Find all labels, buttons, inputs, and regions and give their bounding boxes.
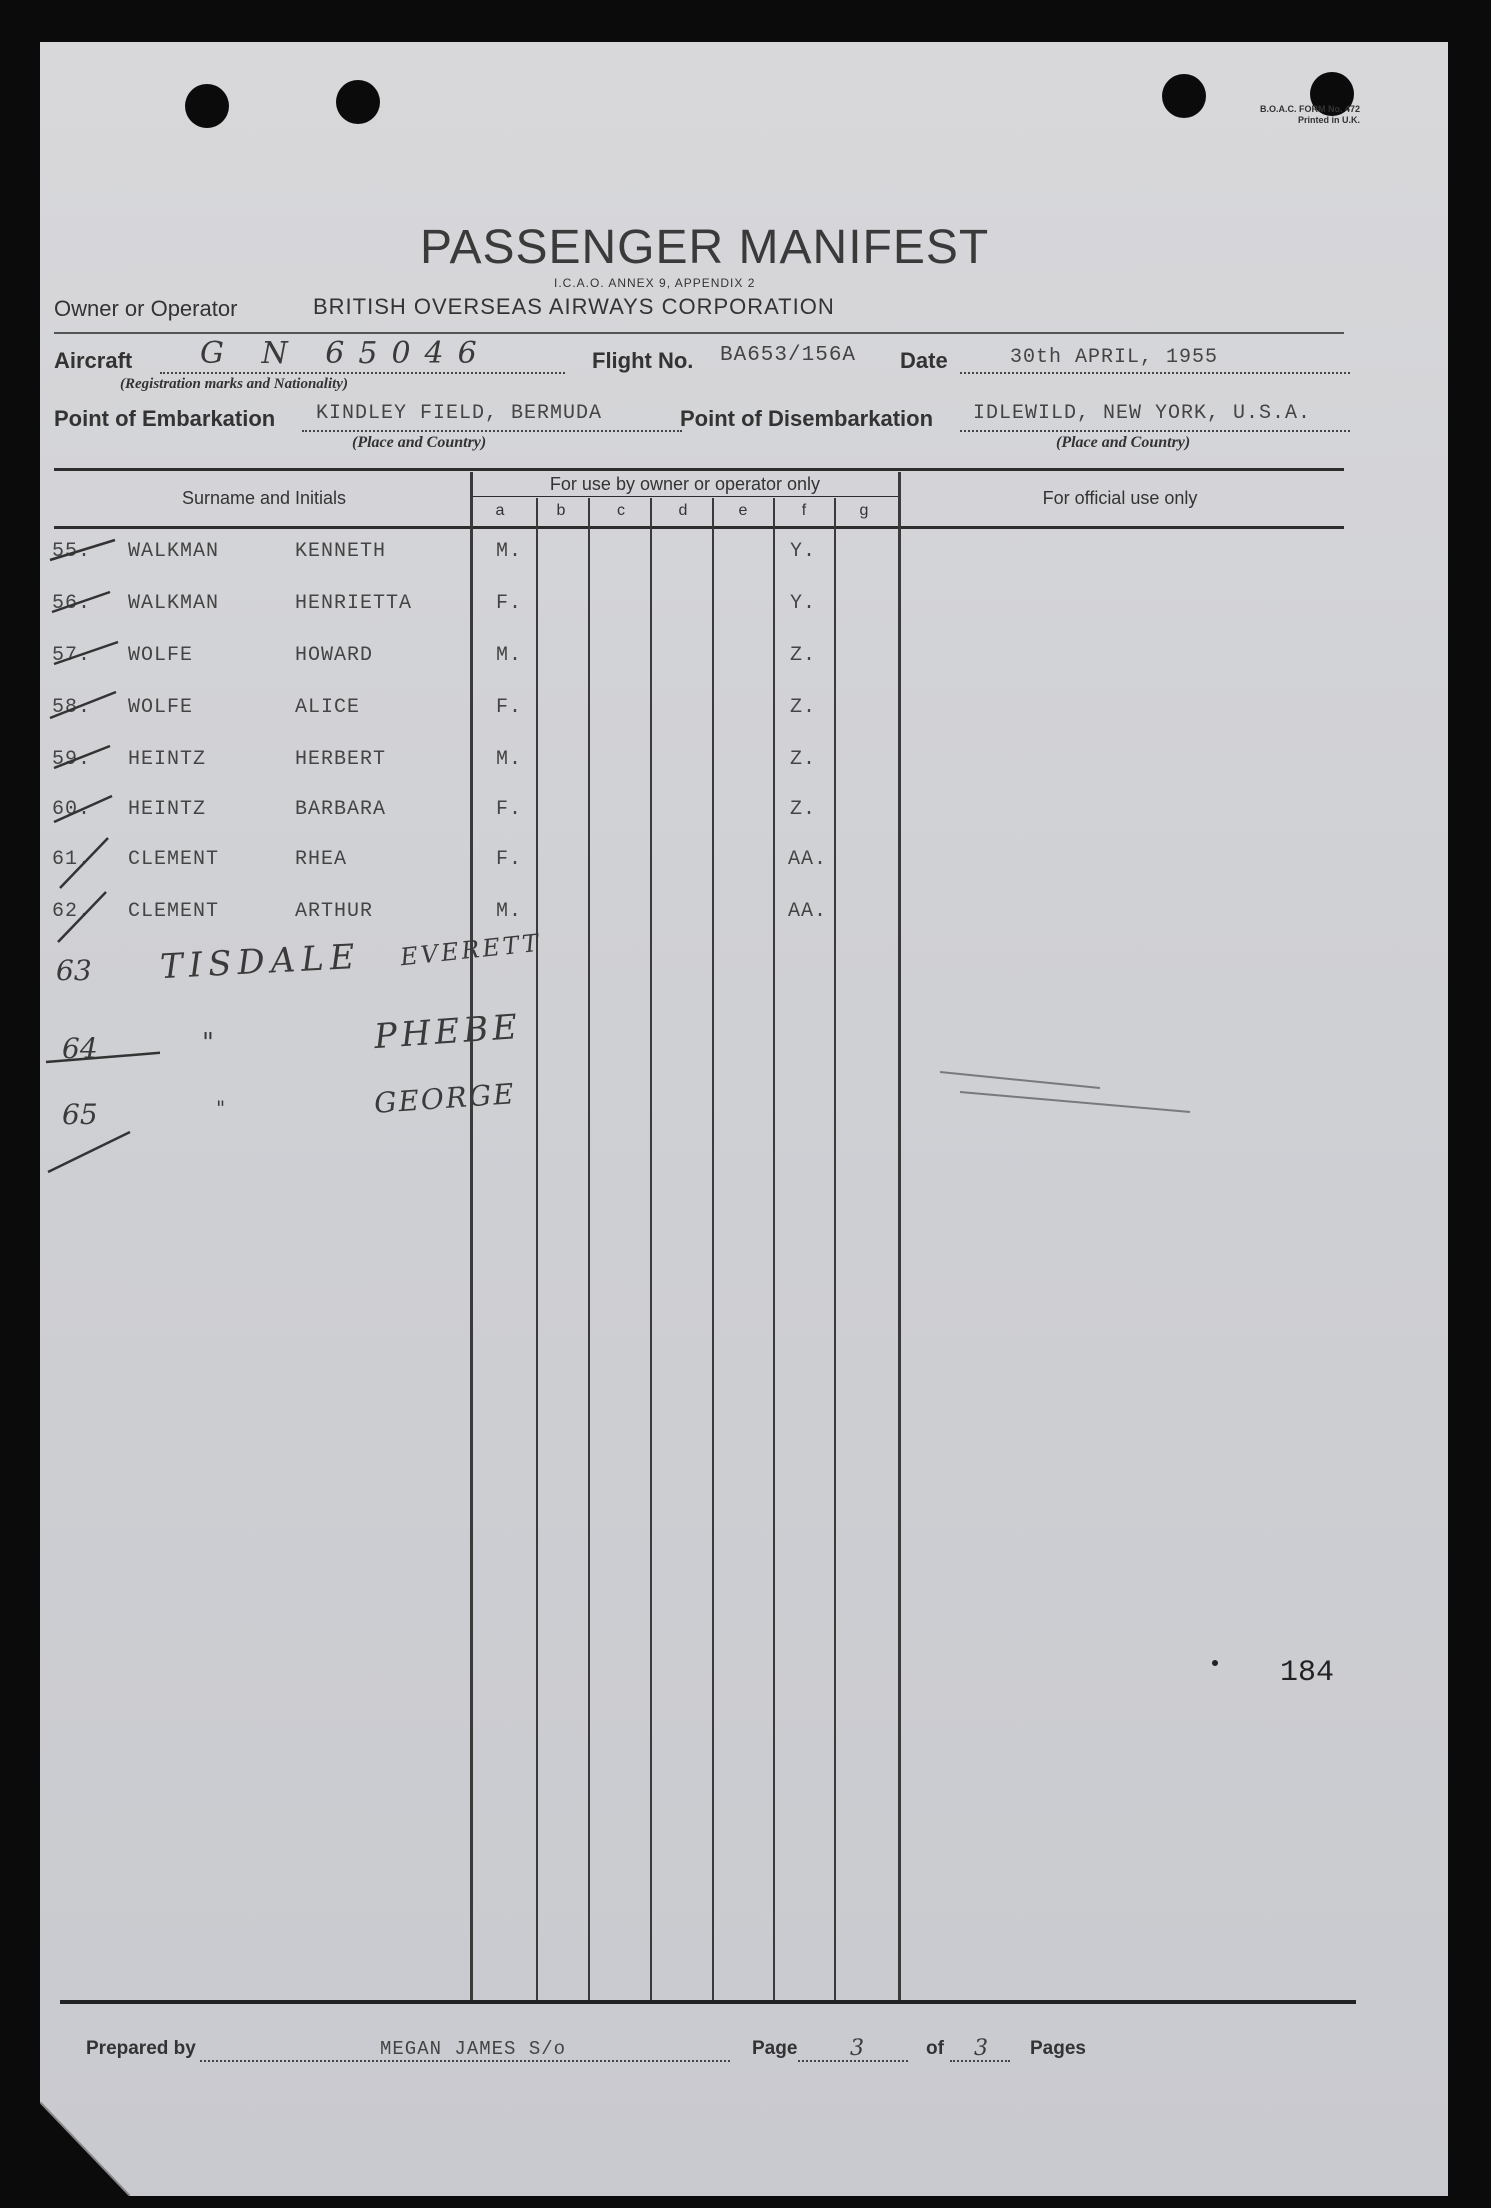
row-col-f: Z. bbox=[790, 798, 817, 821]
col-rule bbox=[470, 472, 473, 2000]
folded-corner bbox=[40, 2102, 130, 2196]
aircraft-line bbox=[160, 372, 565, 374]
col-owner-header: For use by owner or operator only bbox=[549, 474, 821, 494]
row-surname: WALKMAN bbox=[128, 540, 220, 563]
row-surname: WOLFE bbox=[128, 696, 194, 719]
of-value: 3 bbox=[974, 2036, 988, 2061]
embarkation-line bbox=[302, 430, 682, 432]
disembarkation-note: (Place and Country) bbox=[1056, 434, 1191, 451]
header-bottom-rule bbox=[54, 526, 1344, 529]
col-rule bbox=[898, 472, 901, 2000]
prepared-value: MEGAN JAMES S/o bbox=[380, 2038, 567, 2060]
flight-label: Flight No. bbox=[592, 348, 694, 373]
disembarkation-value: IDLEWILD, NEW YORK, U.S.A. bbox=[973, 402, 1312, 425]
row-given: ALICE bbox=[295, 696, 361, 719]
row-col-f: AA. bbox=[788, 900, 828, 923]
col-c: c bbox=[617, 502, 625, 519]
footer-rule bbox=[60, 2000, 1356, 2004]
handwritten-surname: TISDALE bbox=[159, 936, 362, 988]
aircraft-label: Aircraft bbox=[54, 348, 133, 373]
aircraft-value: G N 65046 bbox=[200, 336, 491, 371]
punch-hole bbox=[336, 80, 380, 124]
row-given: HOWARD bbox=[295, 644, 374, 667]
row-number: 59. bbox=[52, 748, 92, 771]
row-surname: WOLFE bbox=[128, 644, 194, 667]
page-title: PASSENGER MANIFEST bbox=[420, 221, 990, 274]
row-col-f: Z. bbox=[790, 696, 817, 719]
row-col-a: F. bbox=[496, 696, 523, 719]
form-printed-line: Printed in U.K. bbox=[1297, 115, 1360, 125]
row-number: 62. bbox=[52, 900, 92, 923]
row-given: ARTHUR bbox=[295, 900, 374, 923]
row-number: 56. bbox=[52, 592, 92, 615]
col-rule bbox=[650, 498, 652, 2000]
prepared-line bbox=[200, 2060, 730, 2062]
col-a: a bbox=[495, 502, 505, 519]
stray-dot bbox=[1212, 1660, 1218, 1666]
handwritten-given: PHEBE bbox=[372, 1006, 523, 1058]
col-rule bbox=[712, 498, 714, 2000]
page-subtitle: I.C.A.O. ANNEX 9, APPENDIX 2 bbox=[554, 276, 756, 290]
stray-pencil-marks bbox=[940, 1052, 1200, 1122]
of-line bbox=[950, 2060, 1010, 2062]
row-col-a: F. bbox=[496, 798, 523, 821]
date-label: Date bbox=[900, 348, 948, 373]
row-col-a: M. bbox=[496, 644, 523, 667]
row-given: KENNETH bbox=[295, 540, 387, 563]
row-col-a: M. bbox=[496, 540, 523, 563]
owner-label: Owner or Operator bbox=[54, 296, 238, 321]
row-surname: HEINTZ bbox=[128, 748, 207, 771]
row-given: HERBERT bbox=[295, 748, 387, 771]
row-col-f: Z. bbox=[790, 748, 817, 771]
prepared-label: Prepared by bbox=[86, 2038, 196, 2059]
row-surname: HEINTZ bbox=[128, 798, 207, 821]
row-col-f: Y. bbox=[790, 540, 817, 563]
pages-label: Pages bbox=[1030, 2038, 1086, 2059]
flight-value: BA653/156A bbox=[720, 344, 857, 367]
tick-marks bbox=[40, 532, 160, 1192]
row-given: RHEA bbox=[295, 848, 348, 871]
handwritten-number: 63 bbox=[56, 954, 92, 987]
form-number bbox=[1120, 104, 1360, 126]
handwritten-number: 64 bbox=[62, 1032, 98, 1065]
col-e: e bbox=[738, 502, 748, 519]
date-value: 30th APRIL, 1955 bbox=[1010, 346, 1219, 369]
col-rule bbox=[536, 498, 538, 2000]
col-d: d bbox=[678, 502, 688, 519]
subheader-rule bbox=[470, 496, 900, 497]
row-surname: WALKMAN bbox=[128, 592, 220, 615]
row-col-f: Z. bbox=[790, 644, 817, 667]
handwritten-number: 65 bbox=[62, 1098, 98, 1131]
form-number-line: B.O.A.C. FORM No. 472 bbox=[1259, 104, 1360, 114]
disembarkation-label: Point of Disembarkation bbox=[680, 406, 934, 431]
row-number: 55. bbox=[52, 540, 92, 563]
handwritten-given: GEORGE bbox=[373, 1077, 517, 1120]
row-col-a: F. bbox=[496, 848, 523, 871]
owner-value: BRITISH OVERSEAS AIRWAYS CORPORATION bbox=[313, 294, 835, 319]
col-b: b bbox=[556, 502, 566, 519]
row-number: 60. bbox=[52, 798, 92, 821]
page-label: Page bbox=[752, 2038, 798, 2059]
row-number: 57. bbox=[52, 644, 92, 667]
page-number-stamp: 184 bbox=[1280, 1656, 1335, 1690]
col-f: f bbox=[801, 502, 807, 519]
embarkation-label: Point of Embarkation bbox=[54, 406, 276, 431]
row-col-a: M. bbox=[496, 748, 523, 771]
row-surname: CLEMENT bbox=[128, 848, 220, 871]
aircraft-note: (Registration marks and Nationality) bbox=[120, 376, 348, 392]
row-surname: CLEMENT bbox=[128, 900, 220, 923]
col-surname-header: Surname and Initials bbox=[181, 488, 347, 508]
col-rule bbox=[834, 498, 836, 2000]
embarkation-note: (Place and Country) bbox=[352, 434, 487, 451]
embarkation-value: KINDLEY FIELD, BERMUDA bbox=[316, 402, 603, 425]
handwritten-surname: " bbox=[202, 1028, 214, 1058]
of-label: of bbox=[926, 2038, 944, 2059]
row-col-f: Y. bbox=[790, 592, 817, 615]
handwritten-given: EVERETT bbox=[398, 928, 543, 972]
page-line bbox=[798, 2060, 908, 2062]
disembarkation-line bbox=[960, 430, 1350, 432]
row-col-a: F. bbox=[496, 592, 523, 615]
page-value: 3 bbox=[850, 2036, 864, 2061]
row-number: 58. bbox=[52, 696, 92, 719]
row-col-a: M. bbox=[496, 900, 523, 923]
divider bbox=[54, 332, 1344, 334]
handwritten-surname: " bbox=[216, 1096, 226, 1120]
col-g: g bbox=[859, 502, 869, 519]
col-rule bbox=[588, 498, 590, 2000]
row-col-f: AA. bbox=[788, 848, 828, 871]
manifest-page bbox=[40, 42, 1448, 2196]
row-number: 61. bbox=[52, 848, 92, 871]
col-official-header: For official use only bbox=[1042, 488, 1198, 508]
row-given: BARBARA bbox=[295, 798, 387, 821]
row-given: HENRIETTA bbox=[295, 592, 413, 615]
date-line bbox=[960, 372, 1350, 374]
punch-hole bbox=[185, 84, 229, 128]
col-rule bbox=[773, 498, 775, 2000]
table-top-rule bbox=[54, 468, 1344, 471]
